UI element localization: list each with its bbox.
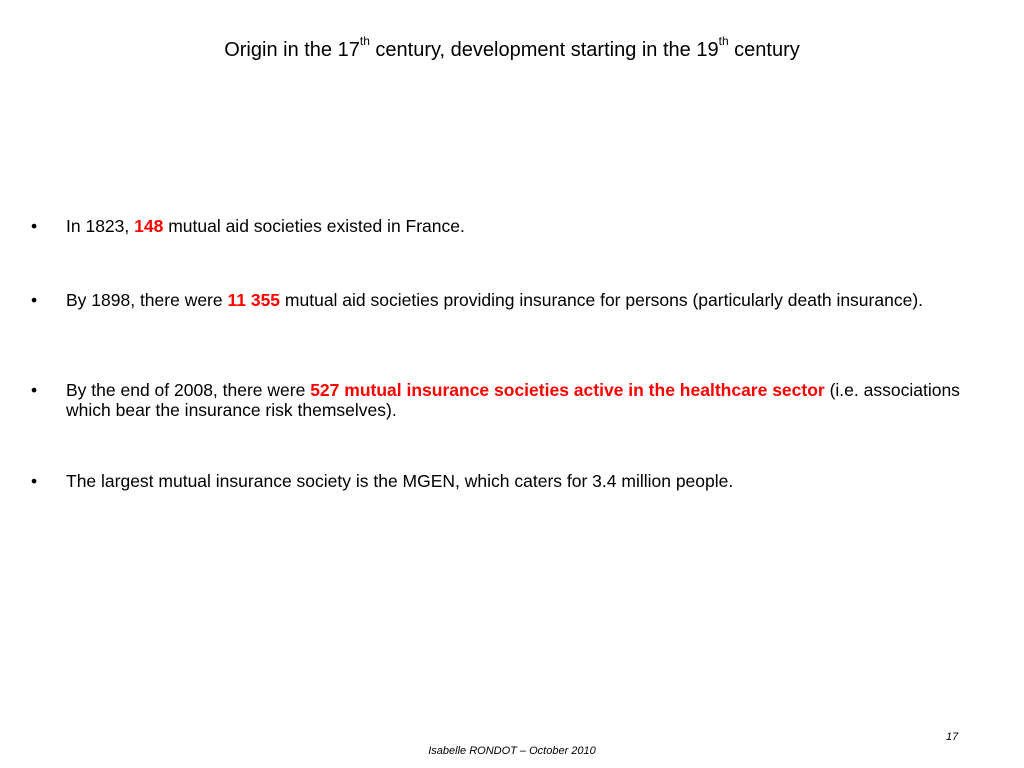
bullet-dot: • (31, 471, 38, 491)
bullet-text-pre: By 1898, there were (66, 290, 228, 310)
bullet-text (66, 290, 986, 310)
bullet-text-pre: In 1823, (66, 216, 135, 236)
bullet-text (66, 380, 986, 420)
title-superscript-2: th (718, 34, 729, 49)
bullet-text-pre: By the end of 2008, there were (66, 380, 311, 400)
bullet-highlight: 148 (134, 216, 164, 236)
bullet-highlight: 527 mutual insurance societies active in the healthcare sector (310, 380, 825, 400)
title-part-1: Origin in the 17 (224, 39, 360, 61)
bullet-dot: • (31, 216, 38, 236)
bullet-text-pre: The largest mutual insurance society is the MGEN, which caters for 3.4 million people. (66, 471, 734, 491)
title-superscript-1: th (359, 34, 370, 49)
bullet-highlight: 11 355 (227, 290, 281, 310)
page-number: 17 (946, 731, 959, 743)
bullet-text-post: mutual aid societies providing insurance for persons (particularly death insurance). (280, 290, 924, 310)
bullet-text (66, 216, 986, 236)
bullet-text-post: (i.e. associations which bear the insurance risk themselves). (66, 380, 960, 420)
bullet-dot: • (31, 290, 38, 310)
title-part-3: century (728, 39, 800, 61)
footer-credit: Isabelle RONDOT – October 2010 (428, 745, 596, 757)
title-part-2: century, development starting in the 19 (369, 39, 719, 61)
bullet-text (66, 471, 986, 491)
bullet-dot: • (31, 380, 38, 400)
bullet-text-post: mutual aid societies existed in France. (163, 216, 465, 236)
slide-title (0, 36, 1024, 64)
